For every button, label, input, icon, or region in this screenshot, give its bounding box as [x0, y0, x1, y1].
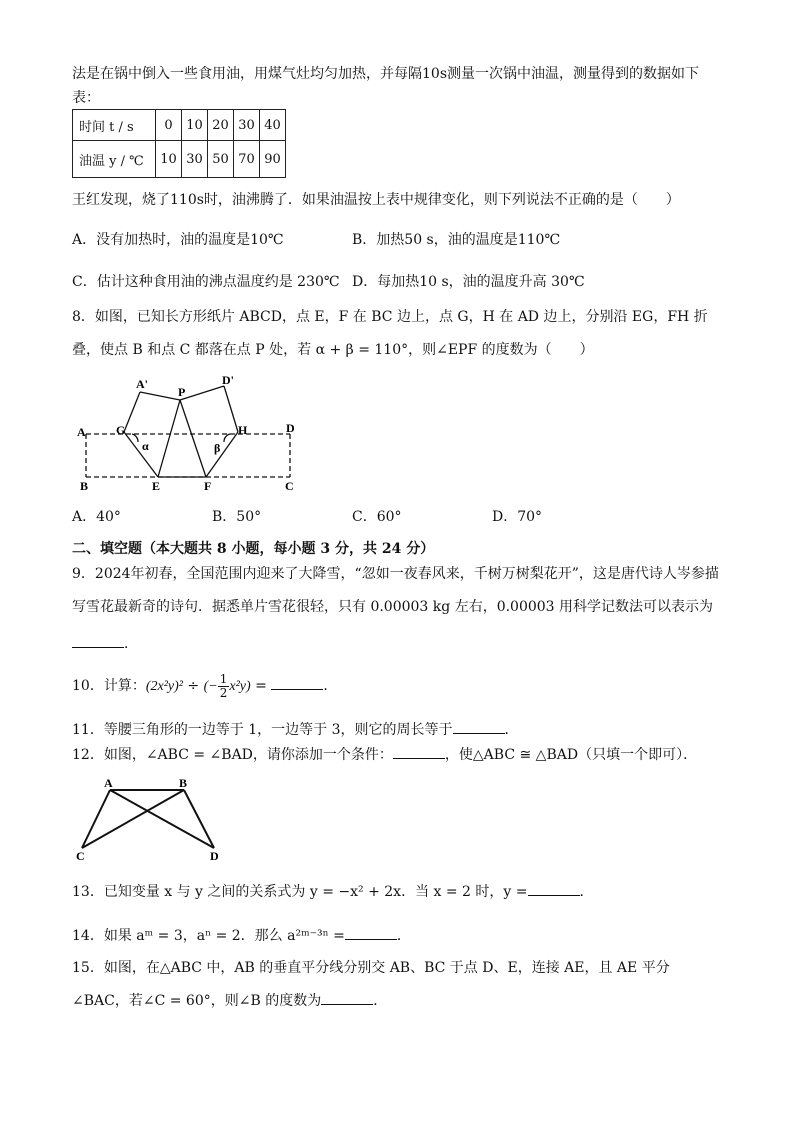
table-cell: 30	[234, 110, 260, 141]
q11-line	[72, 719, 519, 740]
point-label: C	[285, 479, 294, 493]
table-cell: 20	[208, 110, 234, 141]
point-label: A	[77, 425, 86, 439]
q10-expr-part2: x²y)	[229, 679, 251, 694]
q15-text: ∠BAC，若∠C = 60°，则∠B 的度数为	[72, 993, 322, 1009]
q12-text-before: 12．如图，∠ABC = ∠BAD，请你添加一个条件：	[72, 747, 393, 763]
q8-option-d: D．70°	[492, 509, 543, 525]
q10-line	[72, 672, 337, 701]
table-cell: 90	[260, 141, 286, 178]
table-cell: 40	[260, 110, 286, 141]
point-label: A'	[136, 377, 148, 391]
fraction-denominator: 2	[219, 685, 228, 700]
q13-text: 13．已知变量 x 与 y 之间的关系式为 y = −x² + 2x．当 x = 2 时，y =	[72, 884, 528, 900]
q15-line2	[72, 990, 387, 1011]
point-label: D	[210, 849, 219, 863]
q11-text: 11．等腰三角形的一边等于 1，一边等于 3，则它的周长等于	[72, 722, 453, 738]
point-label: D	[286, 421, 295, 435]
q9-line1: 9．2024年初春，全国范围内迎来了大降雪，“忽如一夜春风来，千树万树梨花开”，这是唐代诗人岑参描	[72, 566, 719, 582]
table-row-label: 油温 y / ℃	[73, 141, 156, 178]
q11-suffix: ．	[504, 722, 519, 738]
angle-label: β	[214, 441, 221, 455]
table-row-label: 时间 t / s	[73, 110, 156, 141]
point-label: B	[179, 776, 188, 790]
q12-triangle-figure	[72, 776, 232, 864]
q10-eq: =	[250, 678, 272, 694]
angle-label: α	[142, 439, 149, 453]
answer-blank[interactable]	[393, 744, 445, 759]
table-cell: 0	[156, 110, 182, 141]
q7-intro-line1: 法是在锅中倒入一些食用油，用煤气灶均匀加热，并每隔10s测量一次锅中油温，测量得到的数据如下	[72, 66, 699, 82]
q10-div: ÷	[182, 678, 204, 694]
point-label: P	[178, 385, 186, 399]
q7-question: 王红发现，烧了110s时，油沸腾了．如果油温按上表中规律变化，则下列说法不正确的是（ ）	[72, 192, 680, 208]
answer-blank[interactable]	[321, 990, 373, 1005]
point-label: E	[152, 479, 161, 493]
q8-option-c: C．60°	[352, 509, 402, 525]
q8-line1: 8．如图，已知长方形纸片 ABCD，点 E，F 在 BC 边上，点 G，H 在 AD 边上，分别沿 EG，FH 折	[72, 309, 708, 325]
table-cell: 70	[234, 141, 260, 178]
q10-expr-part1: (2x²y)²	[145, 679, 183, 694]
q10-suffix: ．	[323, 678, 338, 694]
point-label: F	[204, 479, 212, 493]
point-label: A	[104, 776, 113, 790]
q10-open: (−	[203, 679, 218, 694]
q7-intro-line2: 表：	[72, 90, 100, 106]
table-cell: 30	[182, 141, 208, 178]
q10-fraction	[218, 673, 230, 700]
q7-option-c: C．估计这种食用油的沸点温度约是 230℃	[72, 274, 340, 290]
answer-blank[interactable]	[72, 633, 124, 648]
table-cell: 10	[182, 110, 208, 141]
point-label: G	[116, 423, 126, 437]
table-row	[73, 141, 286, 178]
q13-line	[72, 881, 594, 902]
q8-option-a: A．40°	[72, 509, 121, 525]
section-heading: 二、填空题（本大题共 8 小题，每小题 3 分，共 24 分）	[72, 541, 435, 557]
point-label: H	[238, 423, 248, 437]
point-label: C	[76, 849, 85, 863]
q8-option-b: B．50°	[212, 509, 262, 525]
q8-line2: 叠，使点 B 和点 C 都落在点 P 处，若 α + β = 110°，则∠EPF 的度数为（ ）	[72, 342, 594, 358]
q14-line	[72, 925, 411, 946]
fraction-numerator: 1	[219, 671, 228, 686]
q9-line3	[72, 633, 138, 654]
q12-text-after: ，使△ABC ≅ △BAD（只填一个即可）．	[444, 747, 698, 763]
q7-option-a: A．没有加热时，油的温度是10℃	[72, 232, 284, 248]
q9-line2: 写雪花最新奇的诗句．据悉单片雪花很轻，只有 0.00003 kg 左右，0.00003 用科学记数法可以表示为	[72, 599, 714, 615]
q9-suffix: ．	[124, 636, 138, 652]
answer-blank[interactable]	[271, 675, 323, 690]
q10-prefix: 10．计算：	[72, 678, 146, 694]
point-label: D'	[222, 373, 234, 387]
answer-blank[interactable]	[528, 881, 580, 896]
answer-blank[interactable]	[345, 925, 397, 940]
point-label: B	[80, 479, 89, 493]
q14-suffix: ．	[396, 928, 411, 944]
table-cell: 50	[208, 141, 234, 178]
q8-fold-figure	[70, 370, 310, 496]
q7-option-d: D．每加热10 s，油的温度升高 30℃	[352, 274, 585, 290]
table-cell: 10	[156, 141, 182, 178]
q7-data-table	[72, 109, 286, 178]
q14-text: 14．如果 aᵐ = 3，aⁿ = 2．那么 a²ᵐ⁻³ⁿ =	[72, 928, 345, 944]
table-row	[73, 110, 286, 141]
q13-suffix: ．	[579, 884, 594, 900]
q15-line1: 15．如图，在△ABC 中，AB 的垂直平分线分别交 AB、BC 于点 D、E，连接 AE，且 AE 平分	[72, 960, 670, 976]
q12-line	[72, 744, 697, 765]
q7-option-b: B．加热50 s，油的温度是110℃	[352, 232, 561, 248]
q15-suffix: ．	[373, 993, 388, 1009]
answer-blank[interactable]	[453, 719, 505, 734]
